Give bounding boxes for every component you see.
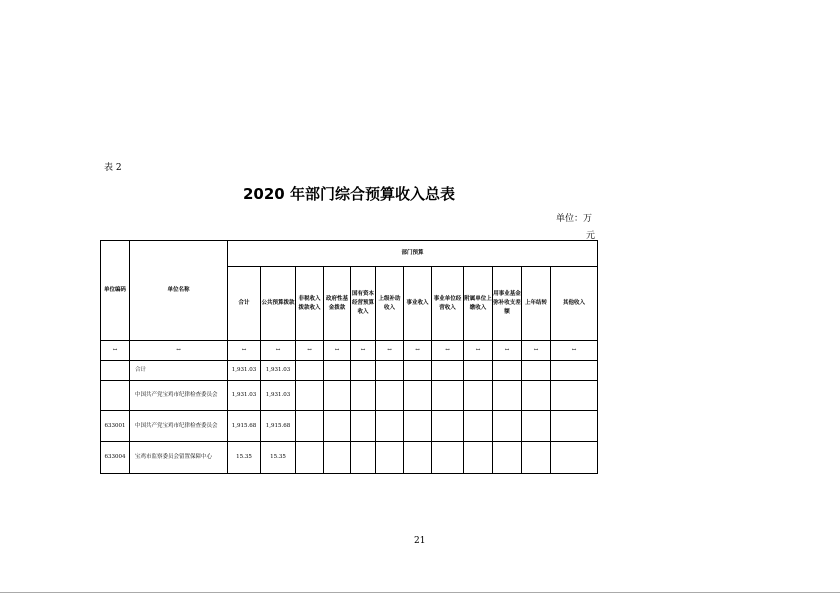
- table-row: [101, 361, 598, 381]
- subheader: 其他收入: [551, 267, 598, 341]
- arrow-cell: ↔: [261, 341, 296, 361]
- unit-name-cell: 中国共产党宝鸡市纪律检查委员会: [130, 411, 228, 442]
- unit-code-cell: [101, 381, 130, 411]
- arrow-cell: ↔: [376, 341, 404, 361]
- header-unit-name: 单位名称: [130, 241, 228, 341]
- arrow-row: [101, 341, 598, 361]
- total-cell: 1,915.68: [228, 411, 261, 442]
- subheader: 国有资本经营预算收入: [351, 267, 376, 341]
- public-budget-cell: 1,915.68: [261, 411, 296, 442]
- title-text: 2020 年部门综合预算收入总表: [243, 185, 455, 203]
- subheader: 用事业基金弥补收支差额: [493, 267, 522, 341]
- subheader: 合计: [228, 267, 261, 341]
- subheader: 事业单位经营收入: [432, 267, 464, 341]
- unit-code-cell: 633001: [101, 411, 130, 442]
- unit-name-cell: 合计: [130, 361, 228, 381]
- subheader: 事业收入: [404, 267, 432, 341]
- page-number: 21: [414, 536, 426, 546]
- subheader: 公共预算拨款: [261, 267, 296, 341]
- arrow-cell: ↔: [130, 341, 228, 361]
- unit-label-cont: 元: [586, 231, 596, 241]
- subheader: 上级补助收入: [376, 267, 404, 341]
- header-dept-budget: 部门预算: [228, 241, 598, 267]
- unit-code-cell: [101, 361, 130, 381]
- arrow-cell: ↔: [522, 341, 551, 361]
- public-budget-cell: 1,931.03: [261, 361, 296, 381]
- public-budget-cell: 1,931.03: [261, 381, 296, 411]
- unit-name-cell: 中国共产党宝鸡市纪律检查委员会: [130, 381, 228, 411]
- public-budget-cell: 15.35: [261, 442, 296, 474]
- unit-code-cell: 633004: [101, 442, 130, 474]
- arrow-cell: ↔: [101, 341, 130, 361]
- subheader: 附属单位上缴收入: [464, 267, 493, 341]
- header-unit-code: 单位编码: [101, 241, 130, 341]
- subheader: 政府性基金拨款: [324, 267, 351, 341]
- table-row: [101, 381, 598, 411]
- arrow-cell: ↔: [351, 341, 376, 361]
- budget-income-table: [100, 240, 598, 474]
- unit-name-cell: 宝鸡市监察委员会留置保障中心: [130, 442, 228, 474]
- arrow-cell: ↔: [296, 341, 324, 361]
- total-cell: 15.35: [228, 442, 261, 474]
- arrow-cell: ↔: [464, 341, 493, 361]
- subheader: 上年结转: [522, 267, 551, 341]
- arrow-cell: ↔: [493, 341, 522, 361]
- page-bottom-divider: [0, 592, 840, 593]
- total-cell: 1,931.03: [228, 381, 261, 411]
- arrow-cell: ↔: [324, 341, 351, 361]
- table-row: [101, 411, 598, 442]
- table-tag: 表 2: [104, 163, 122, 173]
- arrow-cell: ↔: [551, 341, 598, 361]
- arrow-cell: ↔: [228, 341, 261, 361]
- subheader: 非税收入拨款收入: [296, 267, 324, 341]
- arrow-cell: ↔: [404, 341, 432, 361]
- total-cell: 1,931.03: [228, 361, 261, 381]
- unit-label: 单位：万: [556, 214, 593, 224]
- table-row: [101, 442, 598, 474]
- arrow-cell: ↔: [432, 341, 464, 361]
